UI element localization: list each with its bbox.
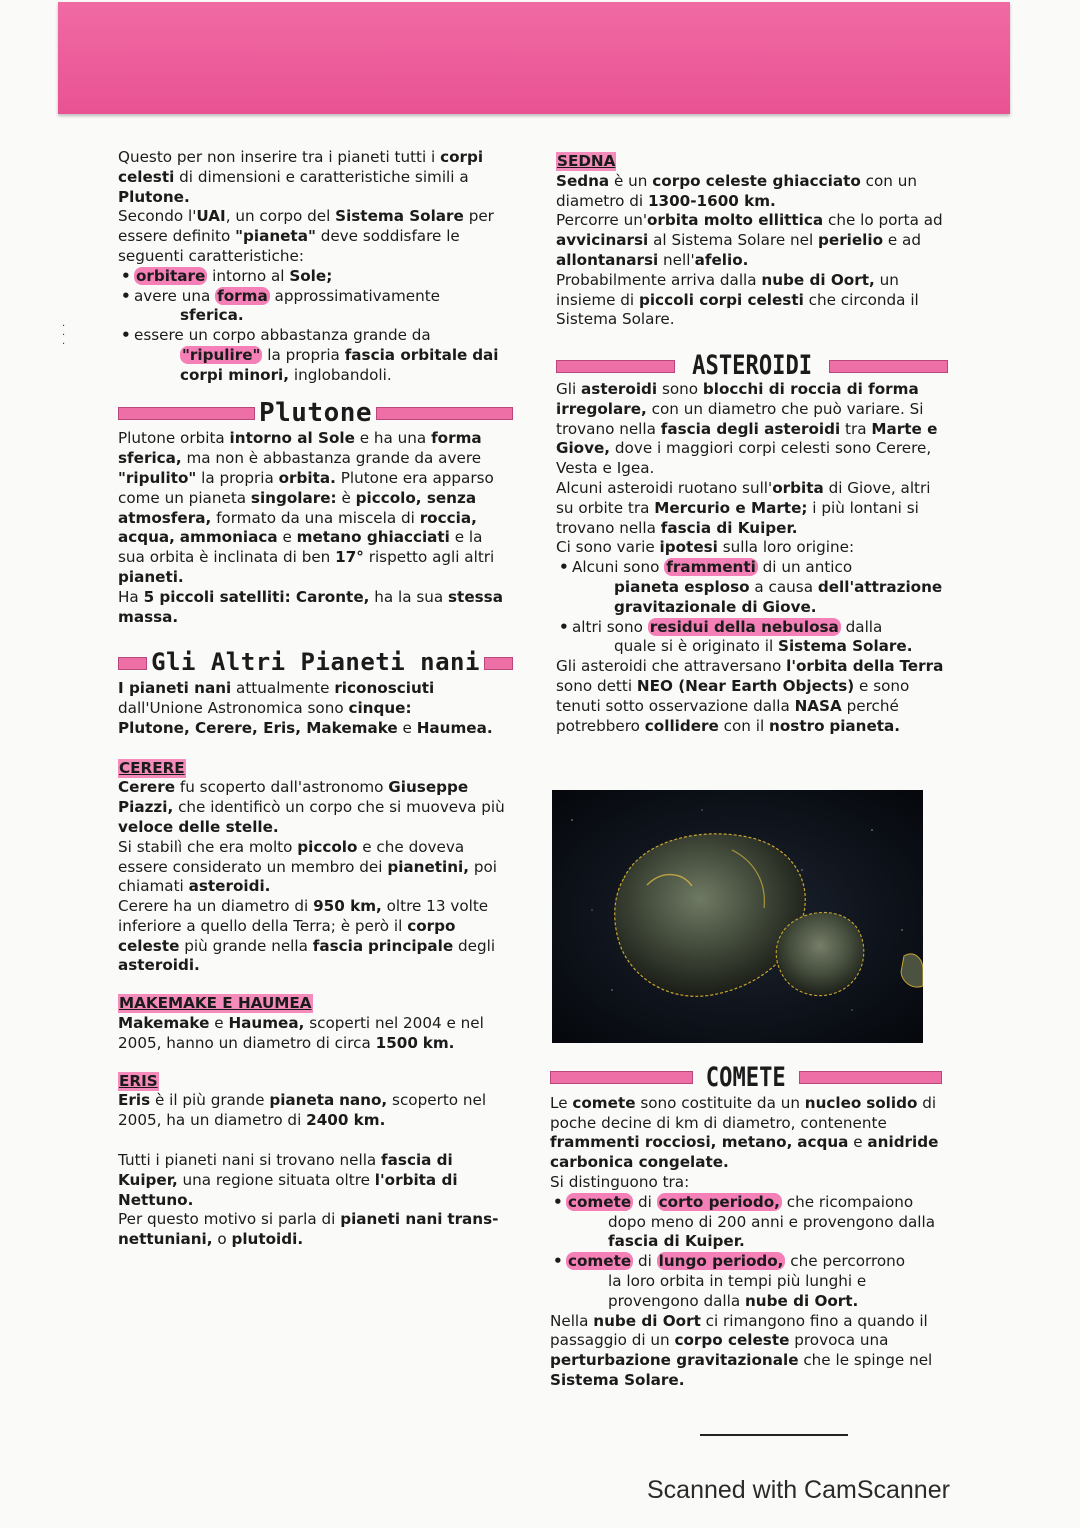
list-item: • comete di corto periodo, che ricompaiono dopo meno di 200 anni e provengono dalla fascia di Kuiper.: [550, 1193, 942, 1252]
outro-paragraph: Tutti i pianeti nani si trovano nella fascia di Kuiper, una regione situata oltre l'orbita di Nettuno. Per questo motivo si parla di pianeti nani trans-nettuniani, o plutoidi.: [118, 1151, 499, 1249]
section-header-comete: [550, 1062, 942, 1093]
margin-dots: · · ·: [62, 321, 66, 350]
divider: [556, 360, 675, 373]
sedna-paragraph: SEDNA Sedna è un corpo celeste ghiacciato con un diametro di 1300-1600 km. Percorre un'orbita molto ellittica che lo porta ad avvicinarsi al Sistema Solare nel perielio e ad allontanarsi nell'afelio. Probabilmente arriva dalla nube di Oort, un insieme di piccoli corpi celesti che circonda il Sistema Solare.: [556, 152, 943, 329]
divider: [829, 360, 948, 373]
header-band: [58, 2, 1010, 114]
camscanner-watermark: Scanned with CamScanner: [647, 1476, 950, 1504]
list-item: • avere una forma approssimativamente sferica.: [118, 287, 513, 327]
section-title: ASTEROIDI: [692, 350, 812, 382]
neo-paragraph: Gli asteroidi che attraversano l'orbita della Terra sono detti NEO (Near Earth Objects) e sono tenuti sotto osservazione dalla NASA perché potrebbero collidere con il nostro pianeta.: [556, 657, 944, 735]
footer-rule: [700, 1434, 848, 1436]
makemake-tag: MAKEMAKE E HAUMEA: [119, 994, 312, 1013]
small-asteroid: [776, 912, 864, 995]
asteroidi-origin-list: [556, 558, 948, 657]
section-header-asteroidi: [556, 350, 948, 382]
divider: [118, 657, 147, 670]
makemake-paragraph: MAKEMAKE E HAUMEA Makemake e Haumea, scoperti nel 2004 e nel 2005, hanno un diametro di circa 1500 km.: [118, 994, 484, 1052]
list-item: • orbitare intorno al Sole;: [118, 267, 513, 287]
divider: [484, 657, 513, 670]
comete-section: [550, 1062, 942, 1391]
list-item: • comete di lungo periodo, che percorrono la loro orbita in tempi più lunghi e provengono dalla nube di Oort.: [550, 1252, 942, 1311]
comete-paragraph: Le comete sono costituite da un nucleo solido di poche decine di km di diametro, contenente frammenti rocciosi, metano, acqua e anidride carbonica congelate. Si distinguono tra:: [550, 1093, 939, 1191]
cerere-tag: CERERE: [119, 758, 185, 777]
divider: [376, 407, 513, 420]
eris-paragraph: ERIS Eris è il più grande pianeta nano, scoperto nel 2005, ha un diametro di 2400 km.: [118, 1071, 487, 1130]
section-header-plutone: [118, 397, 513, 428]
section-header-pianeti-nani: [118, 648, 513, 677]
asteroidi-paragraph: Gli asteroidi sono blocchi di roccia di forma irregolare, con un diametro che può variare. Si trovano nella fascia degli asteroidi tra Marte e Giove, dove i maggiori corpi celesti sono Cerere, Vesta e Igea. Alcuni asteroidi ruotano sull'orbita di Giove, altri su orbite tra Mercurio e Marte; i più lontani si trovano nella fascia di Kuiper. Ci sono varie ipotesi sulla loro origine:: [556, 379, 938, 557]
section-title: Plutone: [258, 397, 373, 428]
planet-criteria-list: [118, 267, 513, 386]
intro-paragraph: Questo per non inserire tra i pianeti tutti i corpi celesti di dimensioni e caratteristiche simili a Plutone. Secondo l'UAI, un corpo del Sistema Solare per essere definito "pianeta" deve soddisfare le seguenti caratteristiche:: [118, 148, 494, 265]
asteroid-drawing: [552, 790, 923, 1043]
cerere-paragraph: CERERE Cerere fu scoperto dall'astronomo Giuseppe Piazzi, che identificò un corpo che si muoveva più veloce delle stelle. Si stabilì che era molto piccolo e che doveva essere considerato un membro dei pianetini, poi chiamati asteroidi. Cerere ha un diametro di 950 km, oltre 13 volte inferiore a quello della Terra; è però il corpo celeste più grande nella fascia principale degli asteroidi.: [118, 758, 505, 975]
divider: [550, 1071, 693, 1084]
pianeti-nani-paragraph: I pianeti nani attualmente riconosciuti dall'Unione Astronomica sono cinque: Plutone, Cerere, Eris, Makemake e Haumea.: [118, 679, 493, 737]
sedna-tag: SEDNA: [557, 152, 616, 170]
right-column: [550, 152, 948, 736]
list-item: • essere un corpo abbastanza grande da "ripulire" la propria fascia orbitale dai corpi minori, inglobandoli.: [118, 326, 513, 385]
divider: [118, 407, 255, 420]
section-title: COMETE: [706, 1062, 787, 1093]
eris-tag: ERIS: [119, 1071, 158, 1090]
left-column: [118, 148, 513, 1250]
list-item: • Alcuni sono frammenti di un antico pianeta esploso a causa dell'attrazione gravitazionale di Giove.: [556, 558, 948, 617]
list-item: • altri sono residui della nebulosa dalla quale si è originato il Sistema Solare.: [556, 618, 948, 658]
asteroid-illustration: [552, 790, 923, 1043]
divider: [799, 1071, 942, 1084]
tiny-asteroid: [901, 954, 923, 987]
comete-types-list: [550, 1193, 942, 1312]
plutone-paragraph: Plutone orbita intorno al Sole e ha una forma sferica, ma non è abbastanza grande da avere "ripulito" la propria orbita. Plutone era apparso come un pianeta singolare: è piccolo, senza atmosfera, formato da una miscela di roccia, acqua, ammoniaca e metano ghiacciati e la sua orbita è inclinata di ben 17° rispetto agli altri pianeti. Ha 5 piccoli satelliti: Caronte, ha la sua stessa massa.: [118, 429, 503, 626]
section-title: Gli Altri Pianeti nani: [151, 648, 480, 677]
large-asteroid: [615, 834, 806, 996]
oort-paragraph: Nella nube di Oort ci rimangono fino a quando il passaggio di un corpo celeste provoca una perturbazione gravitazionale che le spinge nel Sistema Solare.: [550, 1311, 933, 1389]
